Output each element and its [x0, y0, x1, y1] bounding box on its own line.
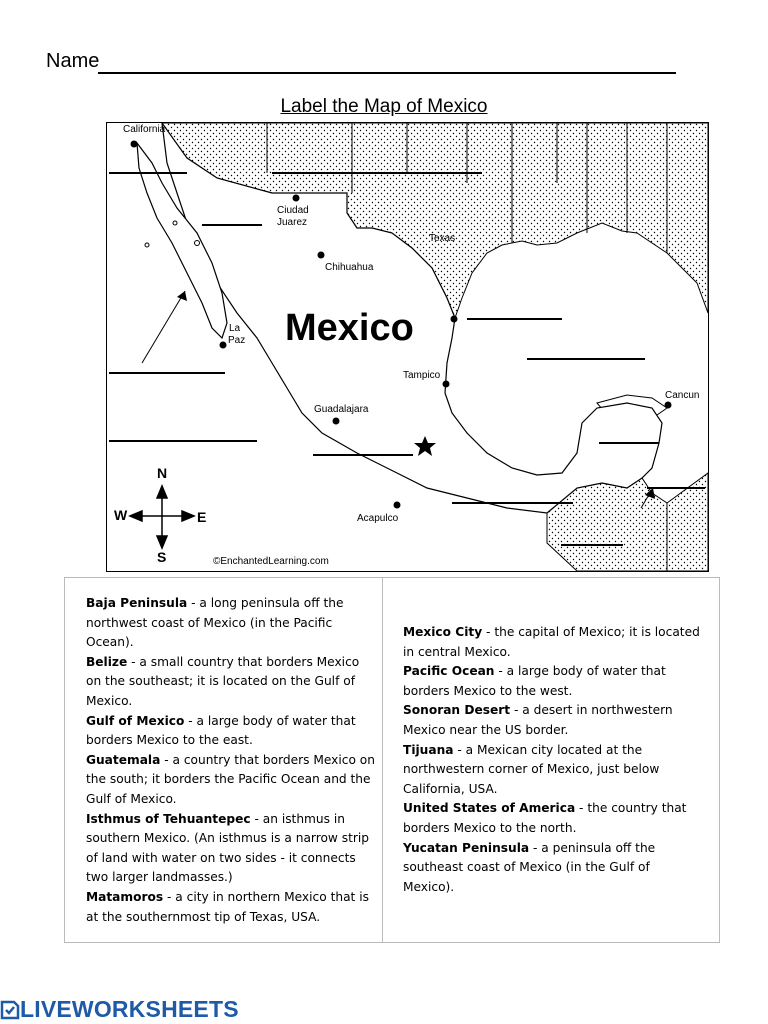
glossary-item: Baja Peninsula - a long peninsula off the northwest coast of Mexico (in the Pacific Ocean). [86, 596, 344, 650]
name-label: Name [46, 50, 100, 72]
cancun-label: Cancun [665, 390, 700, 401]
glossary-item: Yucatan Peninsula - a peninsula off the southeast coast of Mexico (in the Gulf of Mexico). [403, 840, 656, 894]
mexico-country-label: Mexico [285, 307, 414, 349]
copyright-notice: ©EnchantedLearning.com [213, 556, 329, 567]
name-answer-line[interactable] [98, 72, 676, 74]
guadalajara-label: Guadalajara [314, 404, 369, 415]
mexico-map [106, 122, 709, 572]
la-paz-label-1: La [229, 323, 241, 334]
glossary-item: Isthmus of Tehuantepec - an isthmus in southern Mexico. (An isthmus is a narrow strip of land with water on two sides - it connects two larger landmasses.) [86, 811, 370, 885]
island-3 [145, 243, 149, 247]
texas-label: Texas [429, 233, 456, 244]
glossary-item: Mexico City - the capital of Mexico; it is located in central Mexico. [403, 625, 700, 659]
glossary-right-column [403, 623, 703, 897]
compass-east: E [197, 509, 207, 525]
island-1 [173, 221, 177, 225]
glossary-item: Pacific Ocean - a large body of water that borders Mexico to the west. [403, 664, 666, 698]
compass-west: W [114, 507, 128, 523]
acapulco-label: Acapulco [357, 513, 399, 524]
island-2 [195, 241, 200, 246]
baja-pointer [142, 291, 185, 363]
compass-rose [130, 486, 194, 548]
glossary-item: Tijuana - a Mexican city located at the northwestern corner of Mexico, just below California, USA. [403, 742, 660, 796]
glossary-left-column [86, 594, 378, 927]
glossary-box [64, 577, 720, 943]
liveworksheets-icon [0, 1000, 20, 1020]
glossary-item: Matamoros - a city in northern Mexico that is at the southernmost tip of Texas, USA. [86, 889, 369, 924]
compass-north: N [157, 465, 168, 481]
glossary-item: Guatemala - a country that borders Mexico on the south; it borders the Pacific Ocean and the Gulf of Mexico. [86, 752, 375, 806]
glossary-item: Gulf of Mexico - a large body of water that borders Mexico to the east. [86, 713, 356, 748]
glossary-divider [382, 578, 383, 942]
page-title: Label the Map of Mexico [280, 96, 488, 117]
glossary-item: Sonoran Desert - a desert in northwestern Mexico near the US border. [403, 703, 673, 737]
liveworksheets-logo[interactable]: LIVEWORKSHEETS [0, 996, 239, 1023]
glossary-item: United States of America - the country that borders Mexico to the north. [403, 801, 687, 835]
la-paz-label-2: Paz [228, 335, 246, 346]
baja-pointer-head [177, 291, 187, 301]
ciudad-juarez-label-1: Ciudad [277, 205, 309, 216]
ciudad-juarez-label-2: Juarez [277, 217, 308, 228]
glossary-item: Belize - a small country that borders Mexico on the southeast; it is located on the Gulf of Mexico. [86, 654, 360, 708]
california-label: California [123, 124, 166, 135]
chihuahua-label: Chihuahua [325, 262, 374, 273]
compass-south: S [157, 549, 167, 565]
tampico-label: Tampico [403, 370, 441, 381]
